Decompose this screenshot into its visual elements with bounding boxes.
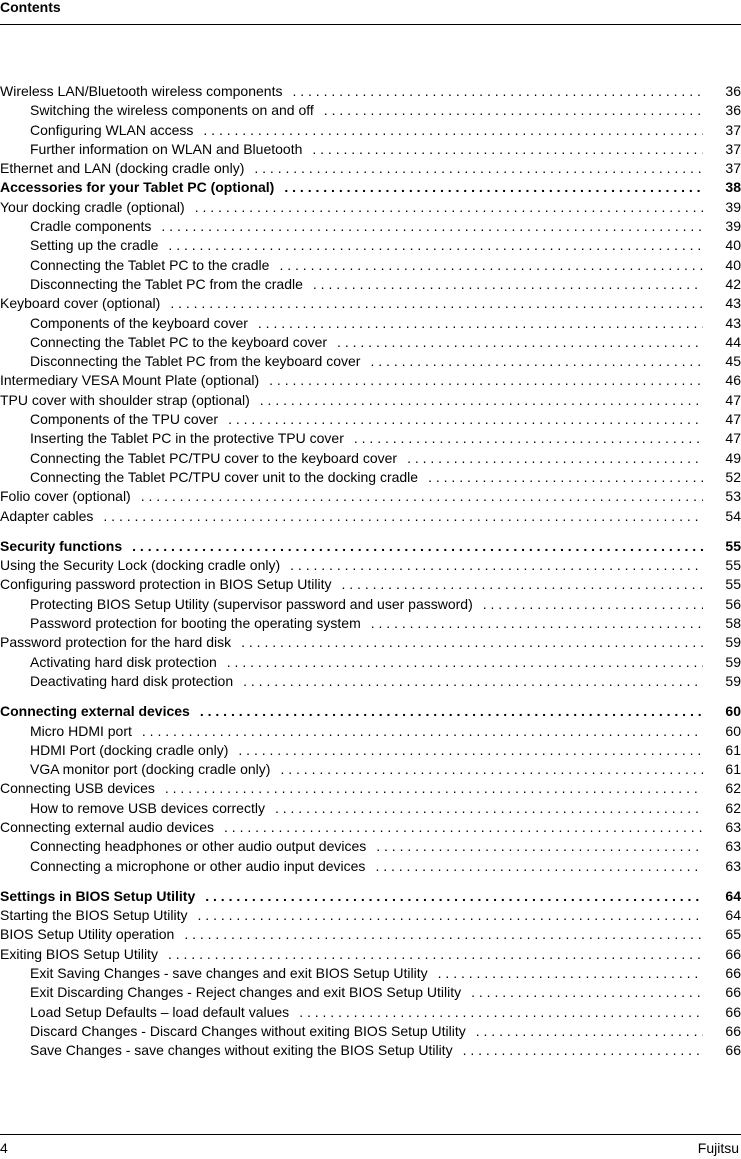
toc-entry-title: Components of the TPU cover (30, 411, 219, 428)
toc-entry-page: 39 (725, 198, 741, 215)
toc-entry-page: 66 (725, 965, 741, 982)
toc-entry-title: How to remove USB devices correctly (30, 799, 265, 816)
toc-entry-page: 66 (725, 1042, 741, 1059)
dot-leader (471, 983, 703, 1002)
toc-section-entry[interactable] (0, 371, 741, 390)
toc-entry-page: 37 (725, 140, 741, 157)
toc-section-entry[interactable] (0, 198, 741, 217)
toc-subsection-entry[interactable] (0, 653, 741, 672)
toc-entry-page: 62 (725, 799, 741, 816)
toc-subsection-entry[interactable] (0, 983, 741, 1002)
dot-leader (476, 1022, 703, 1041)
toc-chapter-entry[interactable] (0, 537, 741, 556)
toc-entry-page: 47 (725, 391, 741, 408)
toc-entry-title: Switching the wireless components on and off (30, 102, 314, 119)
toc-entry-page: 56 (725, 595, 741, 612)
dot-leader (483, 595, 703, 614)
toc-entry-title: Components of the keyboard cover (30, 314, 248, 331)
dot-leader (324, 101, 703, 120)
dot-leader (227, 653, 703, 672)
toc-entry-title: Configuring password protection in BIOS Setup Utility (0, 576, 332, 593)
toc-entry-title: Load Setup Defaults – load default values (30, 1003, 290, 1020)
dot-leader (375, 857, 703, 876)
footer-divider (0, 1134, 741, 1135)
dot-leader (228, 410, 703, 429)
toc-entry-title: Password protection for booting the operating system (30, 615, 361, 632)
toc-section-entry[interactable] (0, 779, 741, 798)
dot-leader (280, 760, 703, 779)
dot-leader (168, 945, 703, 964)
toc-entry-title: Cradle components (30, 218, 152, 235)
toc-entry-page: 39 (725, 218, 741, 235)
dot-leader (241, 633, 703, 652)
toc-entry-title: Starting the BIOS Setup Utility (0, 907, 188, 924)
dot-leader (224, 818, 703, 837)
dot-leader (170, 294, 703, 313)
toc-subsection-entry[interactable] (0, 722, 741, 741)
dot-leader (243, 672, 703, 691)
dot-leader (168, 236, 703, 255)
toc-entry-title: Connecting headphones or other audio output devices (30, 838, 367, 855)
dot-leader (376, 837, 703, 856)
toc-entry-title: Setting up the cradle (30, 237, 159, 254)
dot-leader (279, 256, 703, 275)
toc-section-entry[interactable] (0, 556, 741, 575)
toc-entry-page: 54 (725, 507, 741, 524)
toc-section-entry[interactable] (0, 82, 741, 101)
dot-leader (428, 468, 703, 487)
toc-entry-page: 47 (725, 411, 741, 428)
dot-leader (141, 487, 703, 506)
dot-leader (370, 352, 703, 371)
toc-entry-title: Disconnecting the Tablet PC from the keyboard cover (30, 353, 361, 370)
toc-subsection-entry[interactable] (0, 837, 741, 856)
dot-leader (292, 82, 703, 101)
dot-leader (438, 964, 703, 983)
dot-leader (290, 556, 703, 575)
toc-subsection-entry[interactable] (0, 468, 741, 487)
dot-leader (195, 198, 703, 217)
toc-entry-page: 36 (725, 102, 741, 119)
toc-entry-title: Connecting the Tablet PC/TPU cover to the keyboard cover (30, 449, 398, 466)
toc-entry-title: Connecting external audio devices (0, 818, 215, 835)
toc-entry-title: Using the Security Lock (docking cradle only) (0, 557, 281, 574)
dot-leader (260, 391, 703, 410)
toc-entry-title: Ethernet and LAN (docking cradle only) (0, 160, 245, 177)
toc-entry-page: 38 (725, 179, 741, 196)
toc-subsection-entry[interactable] (0, 140, 741, 159)
toc-entry-page: 55 (725, 557, 741, 574)
toc-entry-title: Protecting BIOS Setup Utility (supervisor password and user password) (30, 595, 473, 612)
toc-entry-title: Folio cover (optional) (0, 488, 131, 505)
toc-entry-title: Exit Saving Changes - save changes and exit BIOS Setup Utility (30, 965, 428, 982)
toc-entry-title: Your docking cradle (optional) (0, 198, 185, 215)
toc-section-entry[interactable] (0, 818, 741, 837)
toc-subsection-entry[interactable] (0, 614, 741, 633)
toc-subsection-entry[interactable] (0, 314, 741, 333)
toc-subsection-entry[interactable] (0, 333, 741, 352)
dot-leader (337, 333, 703, 352)
dot-leader (258, 314, 703, 333)
toc-entry-page: 66 (725, 945, 741, 962)
toc-entry-title: Exiting BIOS Setup Utility (0, 945, 158, 962)
toc-entry-page: 63 (725, 857, 741, 874)
toc-section-entry[interactable] (0, 575, 741, 594)
toc-entry-title: Connecting the Tablet PC to the keyboard cover (30, 333, 328, 350)
toc-entry-page: 62 (725, 780, 741, 797)
toc-entry-title: Connecting the Tablet PC to the cradle (30, 256, 270, 273)
toc-entry-title: Micro HDMI port (30, 722, 132, 739)
toc-entry-title: Accessories for your Tablet PC (optional) (0, 179, 275, 196)
toc-entry-page: 36 (725, 83, 741, 99)
toc-entry-title: Deactivating hard disk protection (30, 672, 234, 689)
toc-entry-title: Connecting the Tablet PC/TPU cover unit to the docking cradle (30, 468, 419, 485)
dot-leader (165, 779, 703, 798)
toc-subsection-entry[interactable] (0, 672, 741, 691)
page-title: Contents (0, 0, 61, 15)
toc-entry-page: 59 (725, 672, 741, 689)
toc-entry-title: Connecting USB devices (0, 780, 155, 797)
dot-leader (254, 159, 703, 178)
toc-section-entry[interactable] (0, 945, 741, 964)
toc-subsection-entry[interactable] (0, 799, 741, 818)
dot-leader (313, 275, 703, 294)
toc-entry-title: Configuring WLAN access (30, 121, 194, 138)
toc-entry-page: 40 (725, 256, 741, 273)
toc-entry-page: 43 (725, 314, 741, 331)
footer-page-number: 4 (0, 1140, 8, 1156)
toc-chapter-entry[interactable] (0, 178, 741, 197)
toc-subsection-entry[interactable] (0, 275, 741, 294)
toc-entry-page: 60 (725, 703, 741, 720)
table-of-contents (0, 82, 741, 1061)
dot-leader (275, 799, 703, 818)
toc-entry-page: 66 (725, 984, 741, 1001)
toc-entry-page: 59 (725, 634, 741, 651)
toc-entry-page: 60 (725, 722, 741, 739)
toc-entry-page: 61 (725, 741, 741, 758)
toc-subsection-entry[interactable] (0, 217, 741, 236)
toc-entry-page: 47 (725, 430, 741, 447)
toc-entry-title: Security functions (0, 537, 123, 554)
toc-entry-title: Intermediary VESA Mount Plate (optional) (0, 372, 260, 389)
toc-subsection-entry[interactable] (0, 1022, 741, 1041)
toc-section-entry[interactable] (0, 633, 741, 652)
toc-entry-title: Inserting the Tablet PC in the protective TPU cover (30, 430, 344, 447)
toc-chapter-entry[interactable] (0, 702, 741, 721)
dot-leader (103, 507, 703, 526)
toc-entry-page: 61 (725, 761, 741, 778)
dot-leader (203, 121, 703, 140)
dot-leader (354, 429, 703, 448)
toc-entry-page: 52 (725, 468, 741, 485)
toc-entry-page: 63 (725, 838, 741, 855)
dot-leader (142, 722, 703, 741)
toc-section-entry[interactable] (0, 906, 741, 925)
toc-entry-title: Save Changes - save changes without exiting the BIOS Setup Utility (30, 1042, 453, 1059)
toc-entry-title: Keyboard cover (optional) (0, 295, 161, 312)
dot-leader (200, 702, 703, 721)
toc-chapter-entry[interactable] (0, 887, 741, 906)
dot-leader (132, 537, 703, 556)
toc-entry-title: Further information on WLAN and Bluetooth (30, 140, 303, 157)
toc-subsection-entry[interactable] (0, 595, 741, 614)
toc-entry-title: Adapter cables (0, 507, 94, 524)
toc-subsection-entry[interactable] (0, 741, 741, 760)
toc-entry-title: Settings in BIOS Setup Utility (0, 887, 196, 904)
toc-entry-title: Activating hard disk protection (30, 653, 217, 670)
toc-subsection-entry[interactable] (0, 964, 741, 983)
toc-subsection-entry[interactable] (0, 449, 741, 468)
toc-subsection-entry[interactable] (0, 121, 741, 140)
toc-section-entry[interactable] (0, 391, 741, 410)
toc-entry-title: BIOS Setup Utility operation (0, 926, 175, 943)
dot-leader (299, 1003, 703, 1022)
toc-entry-page: 63 (725, 818, 741, 835)
toc-section-entry[interactable] (0, 487, 741, 506)
toc-entry-page: 65 (725, 926, 741, 943)
dot-leader (161, 217, 703, 236)
toc-subsection-entry[interactable] (0, 1003, 741, 1022)
dot-leader (205, 887, 703, 906)
toc-entry-page: 43 (725, 295, 741, 312)
dot-leader (184, 925, 703, 944)
dot-leader (312, 140, 703, 159)
toc-entry-page: 66 (725, 1022, 741, 1039)
toc-entry-page: 37 (725, 121, 741, 138)
toc-section-entry[interactable] (0, 507, 741, 526)
toc-subsection-entry[interactable] (0, 410, 741, 429)
toc-subsection-entry[interactable] (0, 760, 741, 779)
toc-section-entry[interactable] (0, 159, 741, 178)
dot-leader (371, 614, 703, 633)
toc-entry-page: 37 (725, 160, 741, 177)
toc-subsection-entry[interactable] (0, 1041, 741, 1060)
dot-leader (463, 1041, 703, 1060)
toc-entry-title: Exit Discarding Changes - Reject changes and exit BIOS Setup Utility (30, 984, 462, 1001)
dot-leader (284, 178, 703, 197)
toc-entry-page: 59 (725, 653, 741, 670)
toc-entry-page: 44 (725, 333, 741, 350)
toc-entry-title: Connecting a microphone or other audio input devices (30, 857, 366, 874)
toc-entry-page: 58 (725, 615, 741, 632)
dot-leader (269, 371, 703, 390)
header-divider (0, 24, 741, 25)
toc-entry-page: 55 (725, 576, 741, 593)
toc-entry-title: VGA monitor port (docking cradle only) (30, 761, 271, 778)
toc-section-entry[interactable] (0, 925, 741, 944)
toc-subsection-entry[interactable] (0, 256, 741, 275)
toc-entry-title: Disconnecting the Tablet PC from the cradle (30, 275, 303, 292)
toc-entry-title: TPU cover with shoulder strap (optional) (0, 391, 250, 408)
toc-entry-page: 66 (725, 1003, 741, 1020)
toc-entry-title: Connecting external devices (0, 703, 190, 720)
toc-subsection-entry[interactable] (0, 352, 741, 371)
dot-leader (407, 449, 703, 468)
toc-entry-page: 49 (725, 449, 741, 466)
toc-entry-page: 64 (725, 887, 741, 904)
toc-entry-page: 55 (725, 537, 741, 554)
toc-entry-title: Discard Changes - Discard Changes without exiting BIOS Setup Utility (30, 1022, 466, 1039)
toc-subsection-entry[interactable] (0, 101, 741, 120)
toc-section-entry[interactable] (0, 294, 741, 313)
toc-entry-title: Wireless LAN/Bluetooth wireless components (0, 83, 283, 99)
dot-leader (238, 741, 703, 760)
toc-entry-page: 46 (725, 372, 741, 389)
toc-entry-page: 42 (725, 275, 741, 292)
toc-entry-page: 53 (725, 488, 741, 505)
dot-leader (342, 575, 704, 594)
toc-subsection-entry[interactable] (0, 857, 741, 876)
toc-entry-page: 45 (725, 353, 741, 370)
toc-subsection-entry[interactable] (0, 236, 741, 255)
footer-brand: Fujitsu (697, 1140, 739, 1156)
toc-entry-page: 40 (725, 237, 741, 254)
dot-leader (198, 906, 703, 925)
toc-entry-page: 64 (725, 907, 741, 924)
toc-subsection-entry[interactable] (0, 429, 741, 448)
toc-entry-title: Password protection for the hard disk (0, 634, 232, 651)
toc-entry-title: HDMI Port (docking cradle only) (30, 741, 229, 758)
